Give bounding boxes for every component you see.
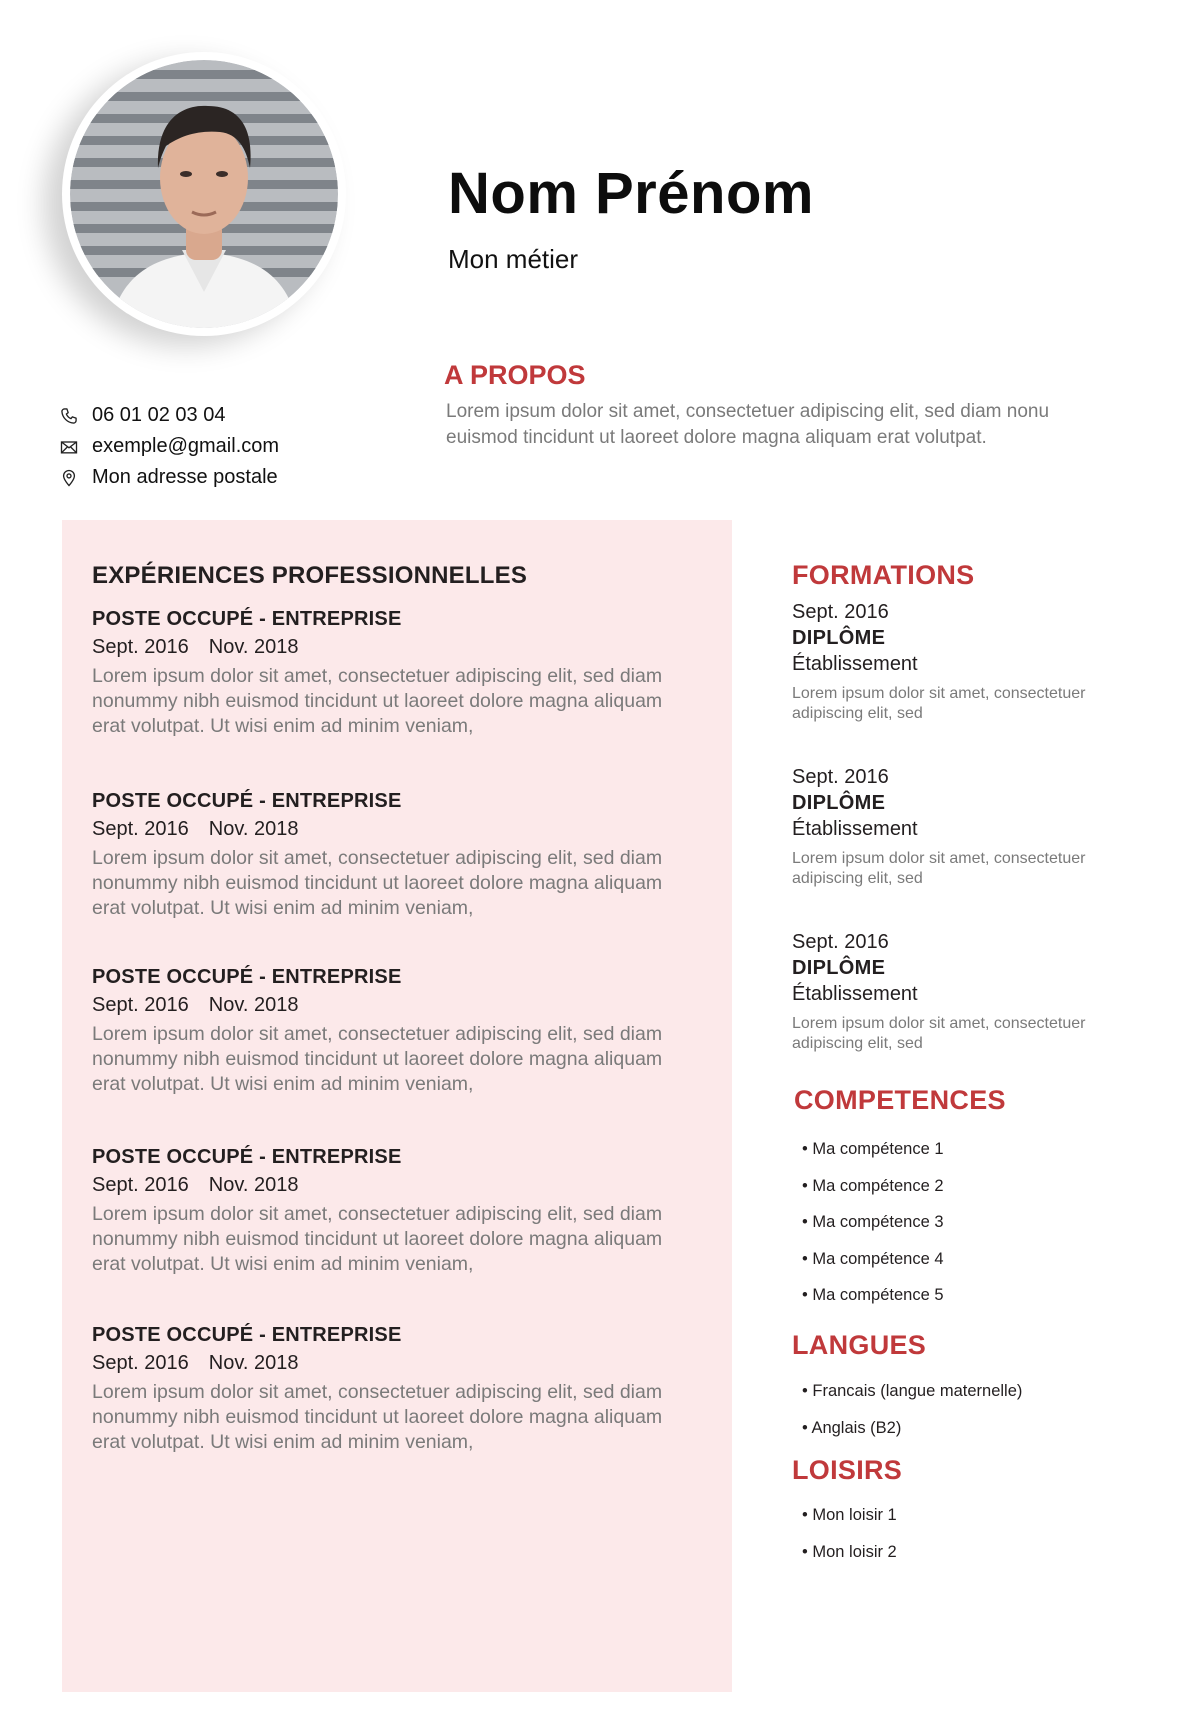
list-item: • Anglais (B2)	[802, 1410, 1022, 1447]
experience-description: Lorem ipsum dolor sit amet, consectetuer adipiscing elit, sed diam nonummy nibh euismod tincidunt ut laoreet dolore magna aliquam erat volutpat. Ut wisi enim ad minim veniam,	[92, 665, 663, 737]
formation-description: Lorem ipsum dolor sit amet, consectetuer adipiscing elit, sed	[792, 1015, 1086, 1052]
loisirs-heading: LOISIRS	[792, 1455, 903, 1485]
formation-diploma: DIPLÔME	[792, 792, 886, 814]
formation-diploma: DIPLÔME	[792, 627, 886, 649]
formation-description: Lorem ipsum dolor sit amet, consectetuer adipiscing elit, sed	[792, 685, 1086, 722]
experience-heading: EXPÉRIENCES PROFESSIONNELLES	[92, 562, 528, 589]
email-address[interactable]: exemple@gmail.com	[92, 435, 280, 457]
experience-title: POSTE OCCUPÉ - ENTREPRISE	[92, 1146, 402, 1168]
experience-title: POSTE OCCUPÉ - ENTREPRISE	[92, 966, 402, 988]
loisirs-list	[802, 1497, 897, 1571]
experience-start: Sept. 2016	[92, 818, 189, 840]
competences-heading: COMPETENCES	[794, 1085, 1006, 1115]
formation-school: Établissement	[792, 983, 918, 1005]
experience-dates	[92, 1174, 672, 1202]
list-item: • Ma compétence 2	[802, 1168, 944, 1205]
experience-description: Lorem ipsum dolor sit amet, consectetuer adipiscing elit, sed diam nonummy nibh euismod tincidunt ut laoreet dolore magna aliquam erat volutpat. Ut wisi enim ad minim veniam,	[92, 1381, 663, 1453]
phone-number[interactable]: 06 01 02 03 04	[92, 404, 226, 426]
experience-start: Sept. 2016	[92, 636, 189, 658]
formation-description: Lorem ipsum dolor sit amet, consectetuer adipiscing elit, sed	[792, 850, 1086, 887]
location-pin-icon	[58, 467, 80, 489]
formation-diploma: DIPLÔME	[792, 957, 886, 979]
experience-dates	[92, 994, 672, 1022]
experience-end: Nov. 2018	[208, 1352, 299, 1374]
experience-item	[92, 608, 672, 739]
formation-school: Établissement	[792, 653, 918, 675]
experience-item	[92, 790, 672, 921]
job-title: Mon métier	[448, 244, 579, 274]
experience-item	[92, 1146, 672, 1277]
experience-title: POSTE OCCUPÉ - ENTREPRISE	[92, 1324, 402, 1346]
experience-dates	[92, 818, 672, 846]
experience-description: Lorem ipsum dolor sit amet, consectetuer adipiscing elit, sed diam nonummy nibh euismod tincidunt ut laoreet dolore magna aliquam erat volutpat. Ut wisi enim ad minim veniam,	[92, 847, 663, 919]
experience-start: Sept. 2016	[92, 1352, 189, 1374]
about-text: Lorem ipsum dolor sit amet, consectetuer adipiscing elit, sed diam nonu euismod tincidunt ut laoreet dolore magna aliquam erat volutpat.	[446, 401, 1050, 448]
experience-end: Nov. 2018	[208, 994, 299, 1016]
list-item: • Mon loisir 1	[802, 1497, 897, 1534]
formation-school: Établissement	[792, 818, 918, 840]
experience-item	[92, 966, 672, 1097]
contact-phone	[58, 400, 279, 431]
experience-dates	[92, 636, 672, 664]
langues-heading: LANGUES	[792, 1330, 927, 1360]
formations-heading: FORMATIONS	[792, 560, 975, 590]
list-item: • Francais (langue maternelle)	[802, 1373, 1022, 1410]
experience-description: Lorem ipsum dolor sit amet, consectetuer adipiscing elit, sed diam nonummy nibh euismod tincidunt ut laoreet dolore magna aliquam erat volutpat. Ut wisi enim ad minim veniam,	[92, 1203, 663, 1275]
experience-end: Nov. 2018	[208, 818, 299, 840]
phone-icon	[58, 405, 80, 427]
formation-date: Sept. 2016	[792, 601, 889, 623]
experience-end: Nov. 2018	[208, 636, 299, 658]
list-item: • Ma compétence 1	[802, 1131, 944, 1168]
profile-photo	[62, 52, 346, 336]
list-item: • Mon loisir 2	[802, 1534, 897, 1571]
contact-address	[58, 462, 279, 493]
experience-start: Sept. 2016	[92, 994, 189, 1016]
postal-address: Mon adresse postale	[92, 466, 278, 488]
contact-email	[58, 431, 279, 462]
person-name: Nom Prénom	[448, 161, 814, 226]
experience-item	[92, 1324, 672, 1455]
experience-title: POSTE OCCUPÉ - ENTREPRISE	[92, 790, 402, 812]
mail-icon	[58, 436, 80, 458]
contact-block	[58, 400, 279, 493]
list-item: • Ma compétence 4	[802, 1241, 944, 1278]
experience-description: Lorem ipsum dolor sit amet, consectetuer adipiscing elit, sed diam nonummy nibh euismod tincidunt ut laoreet dolore magna aliquam erat volutpat. Ut wisi enim ad minim veniam,	[92, 1023, 663, 1095]
langues-list	[802, 1373, 1022, 1447]
about-heading: A PROPOS	[444, 360, 586, 390]
avatar	[70, 60, 338, 328]
formation-item	[792, 601, 1122, 724]
competences-list	[802, 1131, 944, 1314]
formation-item	[792, 766, 1122, 889]
formation-date: Sept. 2016	[792, 766, 889, 788]
formation-item	[792, 931, 1122, 1054]
experience-end: Nov. 2018	[208, 1174, 299, 1196]
formation-date: Sept. 2016	[792, 931, 889, 953]
list-item: • Ma compétence 3	[802, 1204, 944, 1241]
experience-title: POSTE OCCUPÉ - ENTREPRISE	[92, 608, 402, 630]
experience-start: Sept. 2016	[92, 1174, 189, 1196]
experience-dates	[92, 1352, 672, 1380]
list-item: • Ma compétence 5	[802, 1277, 944, 1314]
